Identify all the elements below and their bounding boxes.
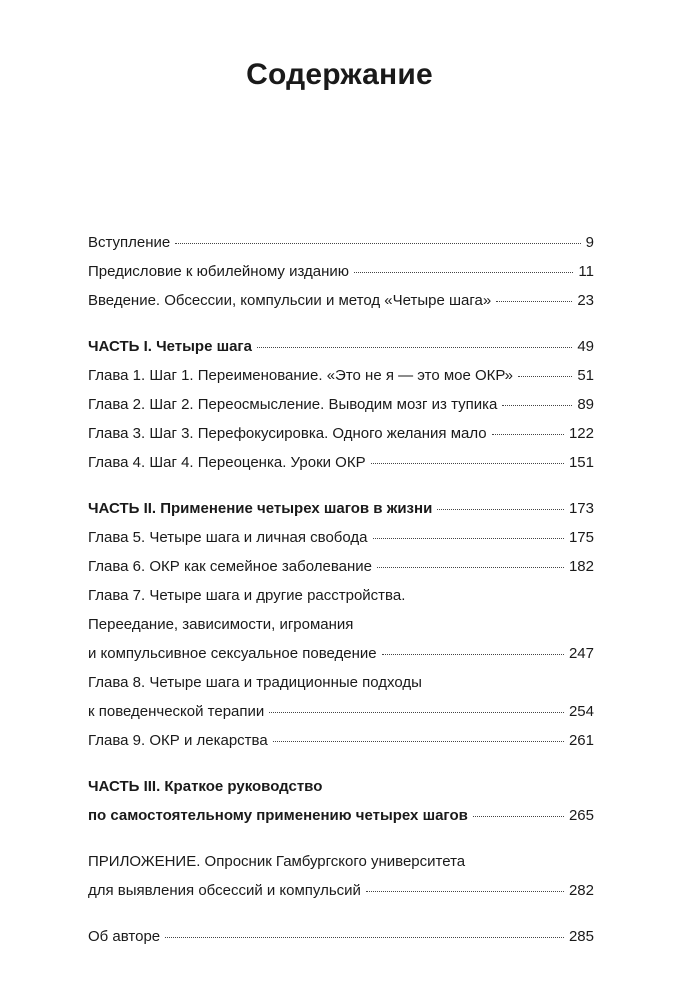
dot-leader <box>371 463 564 464</box>
toc-page-number: 9 <box>585 234 594 251</box>
toc-entry-part2[interactable] <box>88 494 594 523</box>
dot-leader <box>175 243 580 244</box>
toc-entry-preface[interactable] <box>88 257 594 286</box>
dot-leader <box>377 567 564 568</box>
dot-leader <box>257 347 572 348</box>
dot-leader <box>518 376 572 377</box>
toc-entry-text-line: ЧАСТЬ III. Краткое руководство <box>88 778 323 795</box>
toc-entry-ch9[interactable] <box>88 726 594 755</box>
dot-leader <box>473 816 564 817</box>
toc-page-number: 89 <box>577 396 594 413</box>
toc-entry-title: Предисловие к юбилейному изданию <box>88 263 350 280</box>
dot-leader <box>373 538 564 539</box>
toc-entry-part3[interactable] <box>88 772 594 830</box>
toc-page-number: 51 <box>577 367 594 384</box>
toc-entry-ch4[interactable] <box>88 448 594 477</box>
toc-page-number: 285 <box>568 928 594 945</box>
dot-leader <box>165 937 564 938</box>
toc-entry-ch3[interactable] <box>88 419 594 448</box>
toc-entry-ch1[interactable] <box>88 361 594 390</box>
toc-entry-title: к поведенческой терапии <box>88 703 265 720</box>
toc-entry-about[interactable] <box>88 922 594 951</box>
dot-leader <box>269 712 564 713</box>
section-gap <box>88 905 594 922</box>
toc-page-number: 23 <box>577 292 594 309</box>
toc-page-number: 282 <box>568 882 594 899</box>
table-of-contents <box>88 228 594 951</box>
toc-page-number: 247 <box>568 645 594 662</box>
toc-entry-title: ЧАСТЬ I. Четыре шага <box>88 338 253 355</box>
toc-entry-title: Введение. Обсессии, компульсии и метод «Четыре шага» <box>88 292 492 309</box>
toc-page-number: 254 <box>568 703 594 720</box>
toc-entry-title: Глава 3. Шаг 3. Перефокусировка. Одного желания мало <box>88 425 487 442</box>
toc-page-number: 182 <box>568 558 594 575</box>
toc-entry-ch5[interactable] <box>88 523 594 552</box>
toc-entry-intro[interactable] <box>88 228 594 257</box>
toc-page-number: 175 <box>568 529 594 546</box>
toc-entry-text-line: Переедание, зависимости, игромания <box>88 616 354 633</box>
toc-entry-text-line: Глава 7. Четыре шага и другие расстройства. <box>88 587 406 604</box>
dot-leader <box>366 891 564 892</box>
section-gap <box>88 755 594 772</box>
page-title: Содержание <box>246 58 433 91</box>
toc-entry-ch8[interactable] <box>88 668 594 726</box>
toc-entry-title: Об авторе <box>88 928 161 945</box>
toc-entry-title: по самостоятельному применению четырех шагов <box>88 807 468 824</box>
toc-entry-title: и компульсивное сексуальное поведение <box>88 645 377 662</box>
dot-leader <box>502 405 572 406</box>
toc-entry-title: Глава 2. Шаг 2. Переосмысление. Выводим мозг из тупика <box>88 396 498 413</box>
toc-entry-part1[interactable] <box>88 332 594 361</box>
dot-leader <box>492 434 564 435</box>
toc-page-number: 49 <box>577 338 594 355</box>
toc-entry-title: Глава 6. ОКР как семейное заболевание <box>88 558 372 575</box>
section-gap <box>88 477 594 494</box>
section-gap <box>88 315 594 332</box>
toc-entry-title: для выявления обсессий и компульсий <box>88 882 361 899</box>
toc-entry-appendix[interactable] <box>88 847 594 905</box>
toc-entry-ch2[interactable] <box>88 390 594 419</box>
dot-leader <box>354 272 573 273</box>
dot-leader <box>273 741 564 742</box>
toc-page-number: 265 <box>568 807 594 824</box>
toc-entry-title: Глава 5. Четыре шага и личная свобода <box>88 529 368 546</box>
toc-entry-text-line: ПРИЛОЖЕНИЕ. Опросник Гамбургского университета <box>88 853 466 870</box>
toc-entry-title: ЧАСТЬ II. Применение четырех шагов в жизни <box>88 500 433 517</box>
toc-entry-ch6[interactable] <box>88 552 594 581</box>
toc-page-number: 151 <box>568 454 594 471</box>
toc-entry-title: Вступление <box>88 234 171 251</box>
toc-entry-text-line: Глава 8. Четыре шага и традиционные подходы <box>88 674 422 691</box>
toc-entry-introduction[interactable] <box>88 286 594 315</box>
toc-page-number: 122 <box>568 425 594 442</box>
toc-entry-title: Глава 4. Шаг 4. Переоценка. Уроки ОКР <box>88 454 366 471</box>
toc-page-number: 261 <box>568 732 594 749</box>
toc-page-number: 173 <box>568 500 594 517</box>
toc-entry-ch7[interactable] <box>88 581 594 668</box>
toc-entry-title: Глава 9. ОКР и лекарства <box>88 732 268 749</box>
section-gap <box>88 830 594 847</box>
dot-leader <box>382 654 564 655</box>
toc-entry-title: Глава 1. Шаг 1. Переименование. «Это не я — это мое ОКР» <box>88 367 513 384</box>
toc-page-number: 11 <box>578 263 594 280</box>
dot-leader <box>437 509 564 510</box>
dot-leader <box>496 301 572 302</box>
